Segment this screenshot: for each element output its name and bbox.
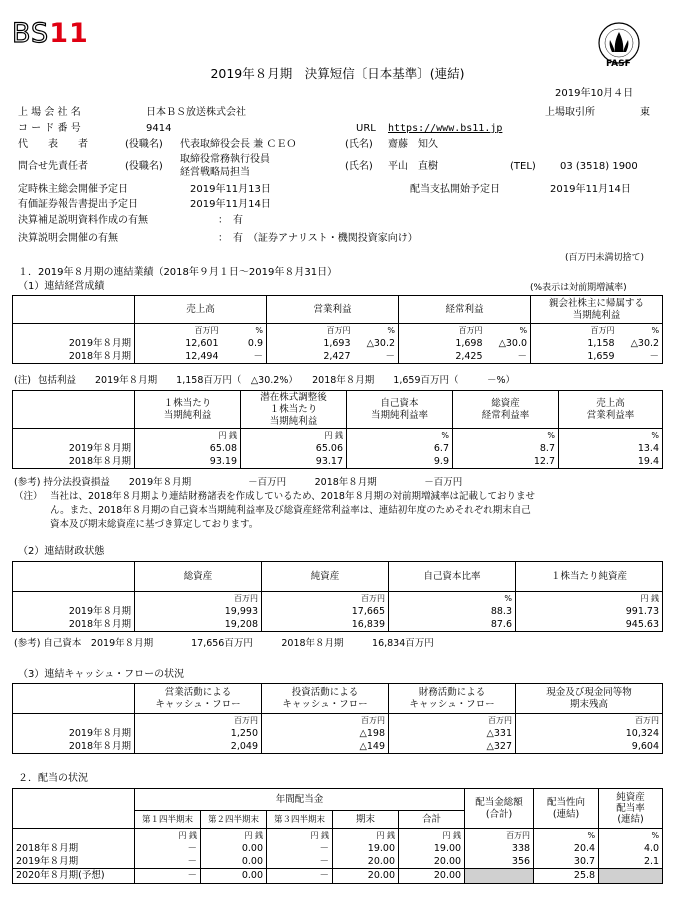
header-blank bbox=[13, 562, 135, 592]
value-cell: 0.00 bbox=[201, 855, 267, 869]
note2-line3: 資本及び期末総資産に基づき算定しております。 bbox=[50, 519, 259, 530]
value-cell: △30.2 bbox=[618, 337, 663, 350]
value-cell: － bbox=[135, 869, 201, 884]
briefing-value: ： 有 （証券アナリスト・機関投資家向け） bbox=[218, 233, 418, 244]
value-cell: 356 bbox=[465, 855, 534, 869]
value-cell: 1,659 bbox=[531, 350, 618, 364]
value-cell: － bbox=[267, 842, 333, 855]
unit-blank bbox=[13, 714, 135, 728]
table-row bbox=[13, 442, 663, 455]
code-value: 9414 bbox=[146, 123, 172, 134]
header-total-assets: 総資産 bbox=[135, 562, 262, 592]
value-cell: － bbox=[135, 855, 201, 869]
value-cell: 0.00 bbox=[201, 842, 267, 855]
row-label: 2018年８月期 bbox=[13, 350, 135, 364]
header-q2: 第２四半期末 bbox=[201, 811, 267, 829]
header-doe-line1: 純資産 bbox=[616, 792, 645, 803]
value-cell: 4.0 bbox=[599, 842, 663, 855]
section2-heading: （2）連結財政状態 bbox=[18, 546, 105, 557]
value-cell: 20.00 bbox=[399, 855, 465, 869]
operating-results-table bbox=[12, 295, 663, 364]
value-cell: 25.8 bbox=[534, 869, 599, 884]
supplementary-label: 決算補足説明資料作成の有無 bbox=[18, 215, 148, 226]
dividend-start-value: 2019年11月14日 bbox=[550, 184, 631, 195]
value-cell: 13.4 bbox=[559, 442, 663, 455]
note-label: (注) bbox=[14, 375, 31, 386]
value-cell: △149 bbox=[262, 740, 389, 754]
value-cell: 1,158 bbox=[531, 337, 618, 350]
row-label: 2018年８月期 bbox=[13, 455, 135, 469]
header-total-dividend-line2: (合計) bbox=[485, 808, 513, 820]
row-label: 2019年８月期 bbox=[13, 442, 135, 455]
unit-cell: 円 銭 bbox=[516, 592, 663, 606]
header-operating-margin-line2: 営業利益率 bbox=[586, 409, 635, 421]
note2-line2: ん。また、2018年８月期の自己資本当期純利益率及び総資産経常利益率は、連結初年度のためそれぞれ期末自己 bbox=[50, 505, 531, 516]
table-row bbox=[13, 605, 663, 618]
value-cell: △30.2 bbox=[354, 337, 399, 350]
value-cell: 2,425 bbox=[399, 350, 486, 364]
header-net-income bbox=[531, 296, 663, 324]
header-net-income-line1: 親会社株主に帰属する bbox=[549, 297, 645, 309]
report-label: 有価証券報告書提出予定日 bbox=[18, 199, 138, 210]
value-cell: △198 bbox=[262, 727, 389, 740]
header-eps-line1: １株当たり bbox=[163, 397, 212, 409]
contact-name-label: (氏名) bbox=[345, 161, 373, 172]
header-cash-balance-line2: 期末残高 bbox=[569, 698, 608, 710]
fasf-mark bbox=[596, 22, 642, 68]
value-cell: 93.17 bbox=[241, 455, 347, 469]
tel-label: (TEL) bbox=[510, 161, 536, 172]
unit-blank bbox=[13, 429, 135, 443]
table-row bbox=[13, 855, 663, 869]
table-row bbox=[13, 455, 663, 469]
unit-note: (百万円未満切捨て) bbox=[565, 253, 645, 263]
note2-line1: 当社は、2018年８月期より連結財務諸表を作成しているため、2018年８月期の対前期増減率は記載しておりませ bbox=[50, 491, 535, 502]
unit-cell: 円 銭 bbox=[135, 829, 201, 843]
row-label: 2018年８月期 bbox=[13, 740, 135, 754]
value-cell: － bbox=[618, 350, 663, 364]
header-diluted-eps bbox=[241, 391, 347, 429]
exchange-label: 上場取引所 bbox=[545, 107, 595, 118]
fasf-label: FASF bbox=[606, 59, 631, 69]
unit-cell: 百万円 bbox=[531, 324, 618, 338]
value-cell-shaded bbox=[465, 869, 534, 884]
value-cell: △331 bbox=[389, 727, 516, 740]
meeting-label: 定時株主総会開催予定日 bbox=[18, 184, 128, 195]
meeting-value: 2019年11月13日 bbox=[190, 184, 271, 195]
value-cell: 10,324 bbox=[516, 727, 663, 740]
header-payout-ratio-line1: 配当性向 bbox=[547, 796, 586, 808]
document-title: 2019年８月期 決算短信〔日本基準〕(連結) bbox=[210, 66, 465, 81]
value-cell: 20.00 bbox=[399, 869, 465, 884]
rep-name: 齋藤 知久 bbox=[388, 139, 438, 150]
dividends-heading: ２．配当の状況 bbox=[18, 773, 88, 784]
logo-bs-text: BS bbox=[12, 18, 50, 49]
header-financing-cf bbox=[389, 684, 516, 714]
unit-cell: 百万円 bbox=[262, 592, 389, 606]
pct-note: (%表示は対前期増減率) bbox=[530, 283, 627, 293]
table-row bbox=[13, 740, 663, 754]
value-cell: 19,993 bbox=[135, 605, 262, 618]
tel-value: 03 (3518) 1900 bbox=[560, 161, 638, 172]
value-cell: △30.0 bbox=[486, 337, 531, 350]
header-blank bbox=[13, 391, 135, 429]
rep-title: 代表取締役会長 兼 ＣＥＯ bbox=[180, 139, 297, 150]
unit-cell: % bbox=[599, 829, 663, 843]
comprehensive-income: 包括利益 2019年８月期 1,158百万円（ △30.2%） 2018年８月期 1,659百万円（ －%） bbox=[38, 375, 516, 386]
value-cell: 12,601 bbox=[135, 337, 222, 350]
unit-cell: 円 銭 bbox=[241, 429, 347, 443]
header-roe-line2: 当期純利益率 bbox=[370, 409, 428, 421]
unit-cell: 百万円 bbox=[267, 324, 354, 338]
value-cell: 2,427 bbox=[267, 350, 354, 364]
unit-blank bbox=[13, 829, 135, 843]
header-blank bbox=[13, 296, 135, 324]
equity-method-ref: (参考) 持分法投資損益 2019年８月期 －百万円 2018年８月期 －百万円 bbox=[14, 477, 463, 488]
section1-heading: １．2019年８月期の連結業績（2018年９月１日～2019年８月31日） bbox=[18, 267, 338, 278]
header-roe-line1: 自己資本 bbox=[380, 397, 419, 409]
report-value: 2019年11月14日 bbox=[190, 199, 271, 210]
value-cell: 20.00 bbox=[333, 869, 399, 884]
listed-company-value: 日本ＢＳ放送株式会社 bbox=[146, 107, 246, 118]
value-cell: 0.00 bbox=[201, 869, 267, 884]
equity-ref: (参考) 自己資本 2019年８月期 17,656百万円 2018年８月期 16,834百万円 bbox=[14, 638, 434, 649]
rep-label: 代 表 者 bbox=[18, 139, 88, 150]
unit-cell: 百万円 bbox=[516, 714, 663, 728]
dividend-start-label: 配当支払開始予定日 bbox=[410, 184, 500, 195]
header-cash-balance-line1: 現金及び現金同等物 bbox=[546, 686, 632, 698]
header-operating-income: 営業利益 bbox=[267, 296, 399, 324]
header-diluted-eps-line3: 当期純利益 bbox=[269, 415, 318, 427]
value-cell: 9,604 bbox=[516, 740, 663, 754]
value-cell: － bbox=[486, 350, 531, 364]
value-cell: 945.63 bbox=[516, 618, 663, 632]
header-operating-margin-line1: 売上高 bbox=[596, 397, 625, 409]
table-row bbox=[13, 727, 663, 740]
value-cell: 88.3 bbox=[389, 605, 516, 618]
note2-label: （注） bbox=[14, 491, 43, 502]
rep-name-label: (氏名) bbox=[345, 139, 373, 150]
header-eps bbox=[135, 391, 241, 429]
unit-cell: % bbox=[354, 324, 399, 338]
listed-company-label: 上 場 会 社 名 bbox=[18, 107, 81, 118]
header-q1: 第１四半期末 bbox=[135, 811, 201, 829]
header-roe bbox=[347, 391, 453, 429]
cash-flow-table bbox=[12, 683, 663, 754]
header-equity-ratio: 自己資本比率 bbox=[389, 562, 516, 592]
unit-cell: 円 銭 bbox=[201, 829, 267, 843]
dividends-table bbox=[12, 788, 663, 884]
value-cell: 19.00 bbox=[333, 842, 399, 855]
url-label: URL bbox=[356, 123, 376, 134]
header-total: 合計 bbox=[399, 811, 465, 829]
unit-cell: % bbox=[618, 324, 663, 338]
header-year-end: 期末 bbox=[333, 811, 399, 829]
header-payout-ratio-line2: (連結) bbox=[552, 808, 580, 820]
row-label: 2019年８月期 bbox=[13, 337, 135, 350]
contact-title-2: 経営戦略局担当 bbox=[180, 167, 250, 178]
rep-title-label: (役職名) bbox=[125, 139, 163, 150]
unit-cell: 百万円 bbox=[399, 324, 486, 338]
header-total-dividend bbox=[465, 789, 534, 829]
forecast-row bbox=[13, 869, 663, 884]
header-operating-margin bbox=[559, 391, 663, 429]
header-total-dividend-line1: 配当金総額 bbox=[475, 796, 523, 808]
value-cell: △327 bbox=[389, 740, 516, 754]
unit-cell: 百万円 bbox=[135, 714, 262, 728]
value-cell: 19.4 bbox=[559, 455, 663, 469]
contact-title-label: (役職名) bbox=[125, 161, 163, 172]
value-cell: 9.9 bbox=[347, 455, 453, 469]
header-roa-line2: 経常利益率 bbox=[481, 409, 530, 421]
unit-blank bbox=[13, 592, 135, 606]
row-label: 2019年８月期 bbox=[13, 605, 135, 618]
unit-cell: 円 銭 bbox=[399, 829, 465, 843]
value-cell: 93.19 bbox=[135, 455, 241, 469]
value-cell: 338 bbox=[465, 842, 534, 855]
header-operating-cf bbox=[135, 684, 262, 714]
header-investing-cf bbox=[262, 684, 389, 714]
value-cell: 12,494 bbox=[135, 350, 222, 364]
header-investing-cf-line2: キャッシュ・フロー bbox=[282, 698, 368, 710]
exchange-value: 東 bbox=[640, 107, 650, 118]
value-cell: － bbox=[135, 842, 201, 855]
value-cell: 65.08 bbox=[135, 442, 241, 455]
header-ordinary-income: 経常利益 bbox=[399, 296, 531, 324]
report-date: 2019年10月４日 bbox=[555, 88, 634, 99]
briefing-label: 決算説明会開催の有無 bbox=[18, 233, 118, 244]
header-diluted-eps-line1: 潜在株式調整後 bbox=[260, 391, 327, 403]
contact-name: 平山 直樹 bbox=[388, 161, 438, 172]
contact-title-1: 取締役常務執行役員 bbox=[180, 154, 270, 165]
row-label: 2019年８月期 bbox=[13, 727, 135, 740]
value-cell: 65.06 bbox=[241, 442, 347, 455]
unit-cell: % bbox=[389, 592, 516, 606]
value-cell: 8.7 bbox=[453, 442, 559, 455]
header-blank bbox=[13, 789, 135, 829]
unit-cell: % bbox=[559, 429, 663, 443]
header-net-income-line2: 当期純利益 bbox=[572, 309, 621, 321]
header-payout-ratio bbox=[534, 789, 599, 829]
unit-cell: 百万円 bbox=[262, 714, 389, 728]
contact-label: 問合せ先責任者 bbox=[18, 161, 88, 172]
header-operating-cf-line1: 営業活動による bbox=[164, 686, 232, 698]
header-diluted-eps-line2: １株当たり bbox=[269, 403, 318, 415]
logo-number: 11 bbox=[49, 18, 89, 49]
header-doe bbox=[599, 789, 663, 829]
header-doe-line2: 配当率 bbox=[616, 803, 645, 814]
header-roa-line1: 総資産 bbox=[491, 397, 520, 409]
header-cash-balance bbox=[516, 684, 663, 714]
value-cell: 20.4 bbox=[534, 842, 599, 855]
row-label: 2019年８月期 bbox=[13, 855, 135, 869]
bs11-logo bbox=[12, 20, 89, 47]
row-label: 2018年８月期 bbox=[13, 618, 135, 632]
unit-cell: 百万円 bbox=[389, 714, 516, 728]
header-bps: １株当たり純資産 bbox=[516, 562, 663, 592]
header-annual-dividend: 年間配当金 bbox=[135, 789, 465, 811]
table-row bbox=[13, 618, 663, 632]
code-label: コ ー ド 番 号 bbox=[18, 123, 81, 134]
value-cell: 1,693 bbox=[267, 337, 354, 350]
value-cell: － bbox=[354, 350, 399, 364]
header-operating-cf-line2: キャッシュ・フロー bbox=[155, 698, 241, 710]
header-financing-cf-line1: 財務活動による bbox=[418, 686, 486, 698]
value-cell: 12.7 bbox=[453, 455, 559, 469]
value-cell: 16,839 bbox=[262, 618, 389, 632]
unit-cell: % bbox=[347, 429, 453, 443]
value-cell: 991.73 bbox=[516, 605, 663, 618]
value-cell: 1,698 bbox=[399, 337, 486, 350]
value-cell: － bbox=[222, 350, 267, 364]
header-q3: 第３四半期末 bbox=[267, 811, 333, 829]
value-cell: 20.00 bbox=[333, 855, 399, 869]
table-row bbox=[13, 350, 663, 364]
unit-blank bbox=[13, 324, 135, 338]
value-cell: 2,049 bbox=[135, 740, 262, 754]
header-roa bbox=[453, 391, 559, 429]
financial-position-table bbox=[12, 561, 663, 632]
value-cell: 19,208 bbox=[135, 618, 262, 632]
value-cell: 2.1 bbox=[599, 855, 663, 869]
unit-cell: % bbox=[453, 429, 559, 443]
value-cell: 6.7 bbox=[347, 442, 453, 455]
value-cell: 17,665 bbox=[262, 605, 389, 618]
url-link[interactable]: https://www.bs11.jp bbox=[388, 123, 503, 134]
unit-cell: 百万円 bbox=[135, 324, 222, 338]
header-eps-line2: 当期純利益 bbox=[163, 409, 212, 421]
value-cell: － bbox=[267, 869, 333, 884]
unit-cell: 円 銭 bbox=[267, 829, 333, 843]
per-share-table bbox=[12, 390, 663, 469]
value-cell-shaded bbox=[599, 869, 663, 884]
header-doe-line3: (連結) bbox=[617, 814, 644, 825]
value-cell: 1,250 bbox=[135, 727, 262, 740]
supplementary-value: ： 有 bbox=[218, 215, 243, 226]
unit-cell: 円 銭 bbox=[333, 829, 399, 843]
value-cell: 30.7 bbox=[534, 855, 599, 869]
value-cell: 0.9 bbox=[222, 337, 267, 350]
value-cell: 19.00 bbox=[399, 842, 465, 855]
header-investing-cf-line1: 投資活動による bbox=[291, 686, 359, 698]
table-row bbox=[13, 842, 663, 855]
section1-sub-heading: （1）連結経営成績 bbox=[18, 281, 105, 292]
value-cell: － bbox=[267, 855, 333, 869]
row-label: 2020年８月期(予想) bbox=[13, 869, 135, 884]
header-financing-cf-line2: キャッシュ・フロー bbox=[409, 698, 495, 710]
header-net-assets: 純資産 bbox=[262, 562, 389, 592]
table-row bbox=[13, 337, 663, 350]
section3-heading: （3）連結キャッシュ・フローの状況 bbox=[18, 669, 185, 680]
unit-cell: 円 銭 bbox=[135, 429, 241, 443]
unit-cell: % bbox=[534, 829, 599, 843]
row-label: 2018年８月期 bbox=[13, 842, 135, 855]
value-cell: 87.6 bbox=[389, 618, 516, 632]
unit-cell: 百万円 bbox=[135, 592, 262, 606]
unit-cell: % bbox=[222, 324, 267, 338]
header-sales: 売上高 bbox=[135, 296, 267, 324]
header-blank bbox=[13, 684, 135, 714]
unit-cell: 百万円 bbox=[465, 829, 534, 843]
unit-cell: % bbox=[486, 324, 531, 338]
